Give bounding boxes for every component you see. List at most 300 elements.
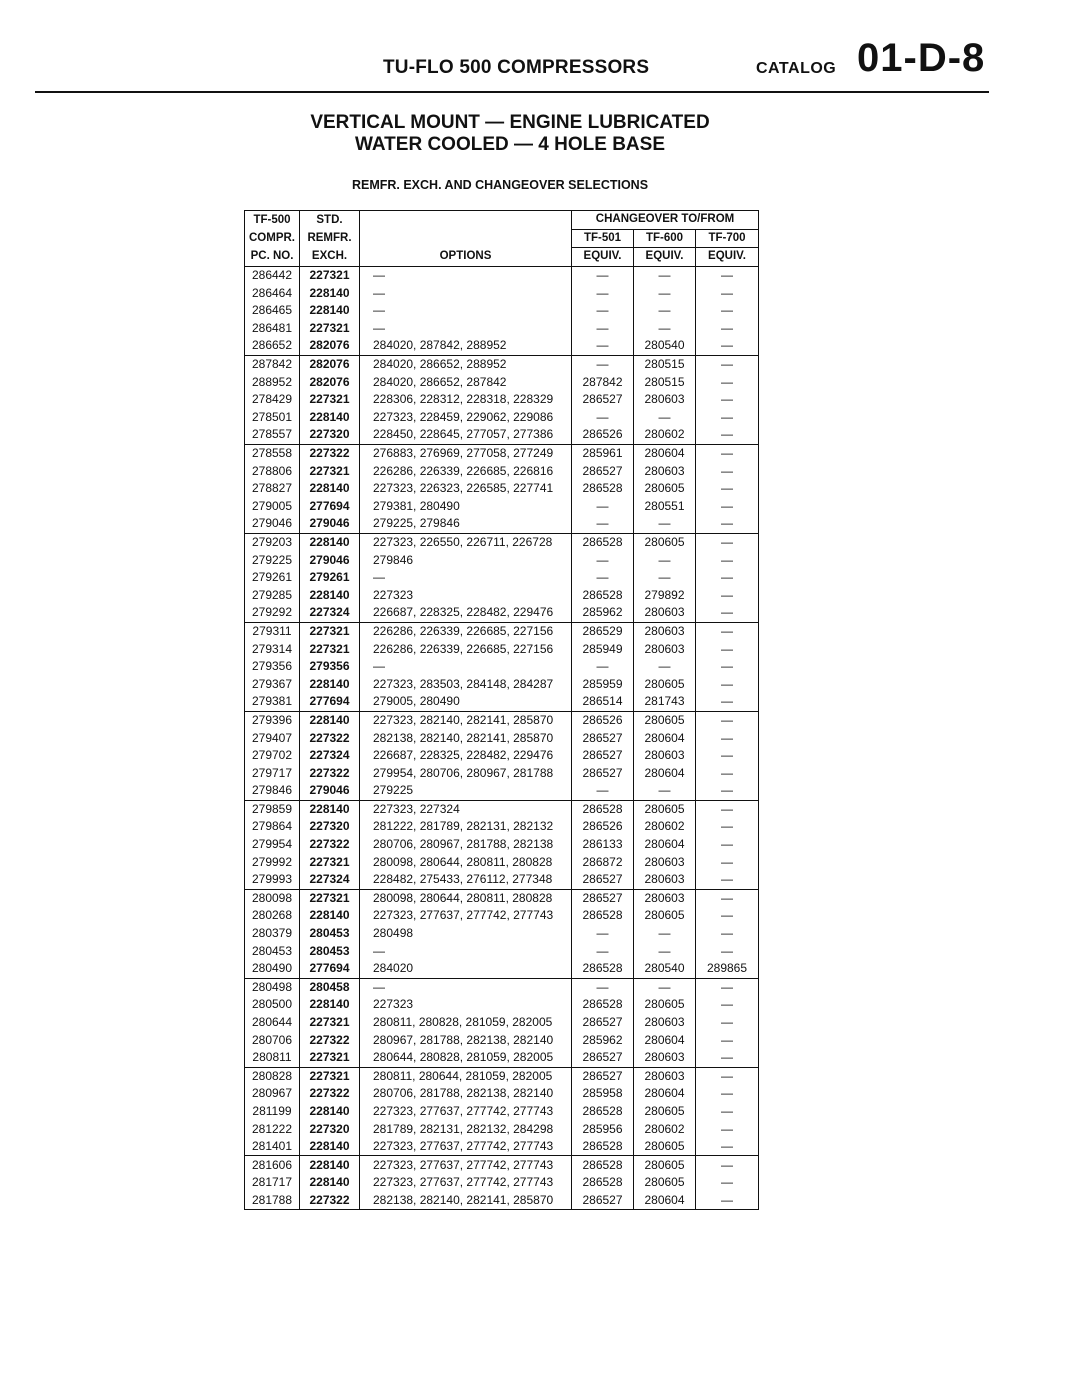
table-row bbox=[245, 569, 759, 587]
tf501-equiv-cell: — bbox=[572, 515, 634, 533]
options-cell: 227323, 283503, 284148, 284287 bbox=[373, 676, 554, 691]
remfr-exch-cell: 227322 bbox=[300, 1085, 360, 1103]
options-cell: 227323, 277637, 277742, 277743 bbox=[373, 908, 554, 923]
pc-number-cell: 279717 bbox=[245, 764, 300, 782]
options-cell: 281789, 282131, 282132, 284298 bbox=[373, 1121, 554, 1136]
options-cell: 280098, 280644, 280811, 280828 bbox=[373, 854, 553, 869]
tf700-equiv-cell: — bbox=[696, 462, 759, 480]
tf600-equiv-cell: 280603 bbox=[634, 391, 696, 409]
pc-number-cell: 279954 bbox=[245, 836, 300, 854]
table-row bbox=[245, 818, 759, 836]
pc-number-cell: 279285 bbox=[245, 586, 300, 604]
tf501-equiv-cell: 286528 bbox=[572, 1138, 634, 1156]
options-cell: 226286, 226339, 226685, 227156 bbox=[360, 622, 572, 640]
tf700-equiv-cell: — bbox=[696, 658, 759, 676]
tf600-equiv-cell: 280603 bbox=[634, 747, 696, 765]
tf700-equiv-cell: — bbox=[696, 284, 759, 302]
tf700-equiv-cell: — bbox=[696, 622, 759, 640]
table-row bbox=[245, 1174, 759, 1192]
options-cell: 279225, 279846 bbox=[373, 516, 460, 531]
table-row bbox=[245, 373, 759, 391]
table-row bbox=[245, 1067, 759, 1085]
tf600-equiv-cell: 280604 bbox=[634, 444, 696, 462]
pc-number-cell: 280967 bbox=[245, 1085, 300, 1103]
remfr-exch-cell: 228140 bbox=[300, 711, 360, 729]
options-cell: 284020 bbox=[373, 961, 414, 976]
table-row bbox=[245, 658, 759, 676]
tf700-equiv-cell: — bbox=[696, 836, 759, 854]
tf501-equiv-cell: 287842 bbox=[572, 373, 634, 391]
pc-number-cell: 279859 bbox=[245, 800, 300, 818]
pc-number-cell: 286442 bbox=[245, 266, 300, 284]
pc-number-cell: 281222 bbox=[245, 1120, 300, 1138]
pc-number-cell: 278558 bbox=[245, 444, 300, 462]
options-cell: 227323, 227324 bbox=[360, 800, 572, 818]
tf700-equiv-cell: — bbox=[696, 1049, 759, 1067]
table-row bbox=[245, 409, 759, 427]
tf600-equiv-cell: — bbox=[634, 551, 696, 569]
pc-number-cell: 279864 bbox=[245, 818, 300, 836]
remfr-exch-cell: 282076 bbox=[300, 373, 360, 391]
tf700-equiv-cell: — bbox=[696, 498, 759, 516]
options-cell: 226286, 226339, 226685, 227156 bbox=[373, 641, 554, 656]
tf700-equiv-cell: — bbox=[696, 853, 759, 871]
tf501-equiv-cell: — bbox=[572, 284, 634, 302]
pc-number-cell: 280268 bbox=[245, 907, 300, 925]
table-row bbox=[245, 871, 759, 889]
options-cell: 280644, 280828, 281059, 282005 bbox=[373, 1050, 554, 1065]
tf501-equiv-cell: 286526 bbox=[572, 818, 634, 836]
tf700-equiv-cell: — bbox=[696, 320, 759, 338]
remfr-exch-cell: 227322 bbox=[300, 1192, 360, 1210]
tf700-equiv-cell: — bbox=[696, 391, 759, 409]
tf501-equiv-cell: 286527 bbox=[572, 1067, 634, 1085]
tf600-equiv-cell: 280603 bbox=[634, 604, 696, 622]
tf700-equiv-cell: — bbox=[696, 569, 759, 587]
tf600-equiv-cell: — bbox=[634, 658, 696, 676]
tf501-equiv-cell: 286528 bbox=[572, 1174, 634, 1192]
options-cell: 284020, 286652, 288952 bbox=[360, 355, 572, 373]
tf700-equiv-cell: — bbox=[696, 586, 759, 604]
table-row bbox=[245, 836, 759, 854]
pc-number-cell: 288952 bbox=[245, 373, 300, 391]
options-cell: 284020, 287842, 288952 bbox=[373, 338, 507, 353]
table-row bbox=[245, 1085, 759, 1103]
pc-number-cell: 279367 bbox=[245, 675, 300, 693]
header-equiv-700: EQUIV. bbox=[696, 248, 759, 267]
tf501-equiv-cell: 286528 bbox=[572, 1156, 634, 1174]
tf501-equiv-cell: — bbox=[572, 355, 634, 373]
tf600-equiv-cell: — bbox=[634, 515, 696, 533]
tf700-equiv-cell: — bbox=[696, 533, 759, 551]
tf501-equiv-cell: — bbox=[572, 551, 634, 569]
tf700-equiv-cell: — bbox=[696, 515, 759, 533]
tf600-equiv-cell: 280605 bbox=[634, 675, 696, 693]
remfr-exch-cell: 228140 bbox=[300, 996, 360, 1014]
tf600-equiv-cell: 280605 bbox=[634, 533, 696, 551]
tf501-equiv-cell: 286527 bbox=[572, 871, 634, 889]
tf600-equiv-cell: 280604 bbox=[634, 836, 696, 854]
tf501-equiv-cell: 286528 bbox=[572, 996, 634, 1014]
table-row bbox=[245, 498, 759, 516]
pc-number-cell: 281199 bbox=[245, 1103, 300, 1121]
pc-number-cell: 279292 bbox=[245, 604, 300, 622]
tf600-equiv-cell: 280604 bbox=[634, 1031, 696, 1049]
pc-number-cell: 279311 bbox=[245, 622, 300, 640]
remfr-exch-cell: 279046 bbox=[300, 551, 360, 569]
tf600-equiv-cell: 280604 bbox=[634, 764, 696, 782]
remfr-exch-cell: 228140 bbox=[300, 1103, 360, 1121]
tf501-equiv-cell: 285959 bbox=[572, 675, 634, 693]
tf700-equiv-cell: — bbox=[696, 729, 759, 747]
table-row bbox=[245, 1103, 759, 1121]
pc-number-cell: 279356 bbox=[245, 658, 300, 676]
tf600-equiv-cell: 280602 bbox=[634, 818, 696, 836]
remfr-exch-cell: 228140 bbox=[300, 480, 360, 498]
remfr-exch-cell: 279261 bbox=[300, 569, 360, 587]
options-cell: — bbox=[373, 943, 385, 958]
pc-number-cell: 280490 bbox=[245, 960, 300, 978]
table-row bbox=[245, 978, 759, 996]
remfr-exch-cell: 228140 bbox=[300, 1174, 360, 1192]
tf600-equiv-cell: 280515 bbox=[634, 373, 696, 391]
tf501-equiv-cell: — bbox=[572, 658, 634, 676]
table-row bbox=[245, 1120, 759, 1138]
table-row bbox=[245, 391, 759, 409]
remfr-exch-cell: 277694 bbox=[300, 960, 360, 978]
tf600-equiv-cell: — bbox=[634, 302, 696, 320]
tf501-equiv-cell: 286528 bbox=[572, 480, 634, 498]
pc-number-cell: 279992 bbox=[245, 853, 300, 871]
options-cell: 226687, 228325, 228482, 229476 bbox=[373, 748, 554, 763]
tf501-equiv-cell: 286528 bbox=[572, 586, 634, 604]
options-cell: 282138, 282140, 282141, 285870 bbox=[373, 730, 554, 745]
tf501-equiv-cell: 285949 bbox=[572, 640, 634, 658]
options-cell: 226687, 228325, 228482, 229476 bbox=[373, 605, 554, 620]
tf501-equiv-cell: — bbox=[572, 498, 634, 516]
table-row bbox=[245, 907, 759, 925]
tf600-equiv-cell: 280605 bbox=[634, 1174, 696, 1192]
options-cell: 227323, 228459, 229062, 229086 bbox=[373, 409, 554, 424]
compressor-catalog-table bbox=[244, 210, 759, 1210]
tf700-equiv-cell: — bbox=[696, 871, 759, 889]
options-cell: 282138, 282140, 282141, 285870 bbox=[360, 1192, 572, 1210]
pc-number-cell: 281401 bbox=[245, 1138, 300, 1156]
options-cell: 227323, 277637, 277742, 277743 bbox=[373, 1103, 554, 1118]
table-row bbox=[245, 782, 759, 800]
options-cell: 227323, 226323, 226585, 227741 bbox=[373, 481, 554, 496]
remfr-exch-cell: 227320 bbox=[300, 818, 360, 836]
tf700-equiv-cell: — bbox=[696, 1031, 759, 1049]
pc-number-cell: 280828 bbox=[245, 1067, 300, 1085]
tf501-equiv-cell: 286133 bbox=[572, 836, 634, 854]
tf600-equiv-cell: — bbox=[634, 409, 696, 427]
pc-number-cell: 279203 bbox=[245, 533, 300, 551]
remfr-exch-cell: 280458 bbox=[300, 978, 360, 996]
options-cell: — bbox=[373, 303, 385, 318]
tf700-equiv-cell: — bbox=[696, 782, 759, 800]
table-row bbox=[245, 302, 759, 320]
remfr-exch-cell: 228140 bbox=[300, 302, 360, 320]
tf600-equiv-cell: 280603 bbox=[634, 889, 696, 907]
pc-number-cell: 281788 bbox=[245, 1192, 300, 1210]
tf700-equiv-cell: — bbox=[696, 675, 759, 693]
tf600-equiv-cell: 280604 bbox=[634, 1192, 696, 1210]
tf700-equiv-cell: — bbox=[696, 409, 759, 427]
table-row bbox=[245, 320, 759, 338]
tf600-equiv-cell: 280605 bbox=[634, 1138, 696, 1156]
tf600-equiv-cell: — bbox=[634, 782, 696, 800]
options-cell: 227323 bbox=[373, 997, 414, 1012]
table-row bbox=[245, 462, 759, 480]
tf600-equiv-cell: 279892 bbox=[634, 586, 696, 604]
tf600-equiv-cell: — bbox=[634, 978, 696, 996]
table-row bbox=[245, 925, 759, 943]
header-rule bbox=[35, 91, 989, 93]
tf700-equiv-cell: — bbox=[696, 800, 759, 818]
tf501-equiv-cell: 286528 bbox=[572, 1103, 634, 1121]
table-row bbox=[245, 675, 759, 693]
options-cell: 227323, 277637, 277742, 277743 bbox=[373, 1175, 554, 1190]
tf600-equiv-cell: 280515 bbox=[634, 355, 696, 373]
pc-number-cell: 280379 bbox=[245, 925, 300, 943]
table-row bbox=[245, 480, 759, 498]
pc-number-cell: 279381 bbox=[245, 693, 300, 711]
remfr-exch-cell: 228140 bbox=[300, 800, 360, 818]
section-subheading: REMFR. EXCH. AND CHANGEOVER SELECTIONS bbox=[351, 178, 649, 192]
header-blank bbox=[360, 211, 572, 230]
tf700-equiv-cell: — bbox=[696, 604, 759, 622]
tf600-equiv-cell: — bbox=[634, 266, 696, 284]
tf700-equiv-cell: — bbox=[696, 693, 759, 711]
tf600-equiv-cell: 280605 bbox=[634, 1103, 696, 1121]
tf501-equiv-cell: 286514 bbox=[572, 693, 634, 711]
pc-number-cell: 278827 bbox=[245, 480, 300, 498]
pc-number-cell: 279846 bbox=[245, 782, 300, 800]
tf501-equiv-cell: 286528 bbox=[572, 800, 634, 818]
pc-number-cell: 279005 bbox=[245, 498, 300, 516]
tf600-equiv-cell: — bbox=[634, 320, 696, 338]
options-cell: 228450, 228645, 277057, 277386 bbox=[373, 427, 554, 442]
remfr-exch-cell: 227321 bbox=[300, 320, 360, 338]
remfr-exch-cell: 227322 bbox=[300, 764, 360, 782]
header-remfr: REMFR. bbox=[300, 229, 360, 248]
remfr-exch-cell: 282076 bbox=[300, 337, 360, 355]
tf600-equiv-cell: 280603 bbox=[634, 462, 696, 480]
remfr-exch-cell: 227324 bbox=[300, 604, 360, 622]
header-std: STD. bbox=[300, 211, 360, 230]
options-cell: 280098, 280644, 280811, 280828 bbox=[360, 889, 572, 907]
tf501-equiv-cell: 286529 bbox=[572, 622, 634, 640]
pc-number-cell: 286481 bbox=[245, 320, 300, 338]
remfr-exch-cell: 227321 bbox=[300, 1049, 360, 1067]
remfr-exch-cell: 228140 bbox=[300, 533, 360, 551]
tf501-equiv-cell: — bbox=[572, 266, 634, 284]
table-body bbox=[245, 266, 759, 1209]
pc-number-cell: 278557 bbox=[245, 426, 300, 444]
remfr-exch-cell: 228140 bbox=[300, 1138, 360, 1156]
tf501-equiv-cell: — bbox=[572, 320, 634, 338]
header-changeover: CHANGEOVER TO/FROM bbox=[572, 211, 759, 230]
pc-number-cell: 279261 bbox=[245, 569, 300, 587]
pc-number-cell: 280811 bbox=[245, 1049, 300, 1067]
table-row bbox=[245, 1156, 759, 1174]
options-cell: 280706, 280967, 281788, 282138 bbox=[373, 837, 554, 852]
pc-number-cell: 280706 bbox=[245, 1031, 300, 1049]
header-pcno: PC. NO. bbox=[245, 248, 300, 267]
remfr-exch-cell: 282076 bbox=[300, 355, 360, 373]
table-row bbox=[245, 1192, 759, 1210]
section-heading-1: VERTICAL MOUNT — ENGINE LUBRICATED bbox=[310, 112, 710, 133]
tf501-equiv-cell: 285961 bbox=[572, 444, 634, 462]
header-tf500: TF-500 bbox=[245, 211, 300, 230]
tf501-equiv-cell: 286528 bbox=[572, 960, 634, 978]
tf501-equiv-cell: 286527 bbox=[572, 889, 634, 907]
tf600-equiv-cell: 280603 bbox=[634, 1049, 696, 1067]
tf501-equiv-cell: 286527 bbox=[572, 391, 634, 409]
table-row bbox=[245, 337, 759, 355]
remfr-exch-cell: 227322 bbox=[300, 836, 360, 854]
tf600-equiv-cell: 280604 bbox=[634, 729, 696, 747]
tf501-equiv-cell: 286526 bbox=[572, 426, 634, 444]
remfr-exch-cell: 227322 bbox=[300, 1031, 360, 1049]
options-cell: 279846 bbox=[373, 552, 414, 567]
remfr-exch-cell: 277694 bbox=[300, 498, 360, 516]
pc-number-cell: 281606 bbox=[245, 1156, 300, 1174]
tf501-equiv-cell: 286527 bbox=[572, 462, 634, 480]
tf501-equiv-cell: 285962 bbox=[572, 1031, 634, 1049]
header-tf501: TF-501 bbox=[572, 229, 634, 248]
options-cell: 280811, 280644, 281059, 282005 bbox=[360, 1067, 572, 1085]
tf600-equiv-cell: — bbox=[634, 925, 696, 943]
options-cell: 227323, 277637, 277742, 277743 bbox=[360, 1156, 572, 1174]
remfr-exch-cell: 227321 bbox=[300, 462, 360, 480]
remfr-exch-cell: 228140 bbox=[300, 1156, 360, 1174]
tf600-equiv-cell: — bbox=[634, 942, 696, 960]
remfr-exch-cell: 228140 bbox=[300, 586, 360, 604]
tf600-equiv-cell: 280603 bbox=[634, 1067, 696, 1085]
remfr-exch-cell: 227321 bbox=[300, 622, 360, 640]
remfr-exch-cell: 227321 bbox=[300, 391, 360, 409]
pc-number-cell: 280644 bbox=[245, 1014, 300, 1032]
tf600-equiv-cell: 280605 bbox=[634, 800, 696, 818]
pc-number-cell: 279993 bbox=[245, 871, 300, 889]
pc-number-cell: 278429 bbox=[245, 391, 300, 409]
tf700-equiv-cell: — bbox=[696, 355, 759, 373]
tf600-equiv-cell: 280602 bbox=[634, 1120, 696, 1138]
header-compr: COMPR. bbox=[245, 229, 300, 248]
pc-number-cell: 286464 bbox=[245, 284, 300, 302]
tf700-equiv-cell: — bbox=[696, 907, 759, 925]
options-cell: — bbox=[373, 659, 385, 674]
tf700-equiv-cell: — bbox=[696, 1192, 759, 1210]
remfr-exch-cell: 227321 bbox=[300, 889, 360, 907]
catalog-number: 01-D-8 bbox=[857, 36, 986, 80]
options-cell: 280706, 281788, 282138, 282140 bbox=[373, 1086, 554, 1101]
header-blank bbox=[360, 229, 572, 248]
tf600-equiv-cell: 280603 bbox=[634, 640, 696, 658]
tf700-equiv-cell: — bbox=[696, 1120, 759, 1138]
tf501-equiv-cell: — bbox=[572, 925, 634, 943]
remfr-exch-cell: 228140 bbox=[300, 284, 360, 302]
header-equiv-501: EQUIV. bbox=[572, 248, 634, 267]
tf600-equiv-cell: 280604 bbox=[634, 1085, 696, 1103]
pc-number-cell: 279396 bbox=[245, 711, 300, 729]
options-cell: 279381, 280490 bbox=[373, 498, 460, 513]
table-row bbox=[245, 942, 759, 960]
tf501-equiv-cell: 286527 bbox=[572, 1014, 634, 1032]
table-row bbox=[245, 444, 759, 462]
remfr-exch-cell: 279046 bbox=[300, 782, 360, 800]
table-row bbox=[245, 1049, 759, 1067]
tf700-equiv-cell: — bbox=[696, 1085, 759, 1103]
header-tf600: TF-600 bbox=[634, 229, 696, 248]
table-row bbox=[245, 800, 759, 818]
tf700-equiv-cell: — bbox=[696, 764, 759, 782]
table-row bbox=[245, 586, 759, 604]
tf700-equiv-cell: — bbox=[696, 711, 759, 729]
tf700-equiv-cell: — bbox=[696, 978, 759, 996]
options-cell: 279954, 280706, 280967, 281788 bbox=[373, 765, 554, 780]
table-row bbox=[245, 1031, 759, 1049]
pc-number-cell: 280500 bbox=[245, 996, 300, 1014]
tf700-equiv-cell: — bbox=[696, 480, 759, 498]
remfr-exch-cell: 280453 bbox=[300, 942, 360, 960]
tf700-equiv-cell: — bbox=[696, 1014, 759, 1032]
options-cell: 276883, 276969, 277058, 277249 bbox=[360, 444, 572, 462]
tf501-equiv-cell: — bbox=[572, 978, 634, 996]
tf600-equiv-cell: — bbox=[634, 284, 696, 302]
options-cell: 227323, 277637, 277742, 277743 bbox=[373, 1139, 554, 1154]
pc-number-cell: 280453 bbox=[245, 942, 300, 960]
tf700-equiv-cell: 289865 bbox=[696, 960, 759, 978]
remfr-exch-cell: 227324 bbox=[300, 871, 360, 889]
tf501-equiv-cell: — bbox=[572, 302, 634, 320]
tf501-equiv-cell: 286527 bbox=[572, 1049, 634, 1067]
table-header bbox=[245, 211, 759, 267]
tf600-equiv-cell: 280603 bbox=[634, 622, 696, 640]
options-cell: 279005, 280490 bbox=[373, 694, 460, 709]
remfr-exch-cell: 279046 bbox=[300, 515, 360, 533]
pc-number-cell: 279407 bbox=[245, 729, 300, 747]
tf501-equiv-cell: — bbox=[572, 942, 634, 960]
tf700-equiv-cell: — bbox=[696, 426, 759, 444]
tf501-equiv-cell: 285958 bbox=[572, 1085, 634, 1103]
tf600-equiv-cell: 280540 bbox=[634, 337, 696, 355]
tf700-equiv-cell: — bbox=[696, 996, 759, 1014]
tf700-equiv-cell: — bbox=[696, 373, 759, 391]
catalog-title: TU-FLO 500 COMPRESSORS bbox=[383, 57, 650, 78]
remfr-exch-cell: 227320 bbox=[300, 1120, 360, 1138]
tf700-equiv-cell: — bbox=[696, 1156, 759, 1174]
tf600-equiv-cell: 281743 bbox=[634, 693, 696, 711]
options-cell: 227323, 282140, 282141, 285870 bbox=[360, 711, 572, 729]
pc-number-cell: 279225 bbox=[245, 551, 300, 569]
section-heading-2: WATER COOLED — 4 HOLE BASE bbox=[354, 134, 665, 155]
remfr-exch-cell: 279356 bbox=[300, 658, 360, 676]
pc-number-cell: 281717 bbox=[245, 1174, 300, 1192]
table-row bbox=[245, 1138, 759, 1156]
tf600-equiv-cell: — bbox=[634, 569, 696, 587]
tf600-equiv-cell: 280605 bbox=[634, 711, 696, 729]
remfr-exch-cell: 227321 bbox=[300, 1014, 360, 1032]
tf600-equiv-cell: 280540 bbox=[634, 960, 696, 978]
table-row bbox=[245, 693, 759, 711]
table-row bbox=[245, 711, 759, 729]
tf600-equiv-cell: 280603 bbox=[634, 871, 696, 889]
remfr-exch-cell: 227321 bbox=[300, 640, 360, 658]
pc-number-cell: 279702 bbox=[245, 747, 300, 765]
